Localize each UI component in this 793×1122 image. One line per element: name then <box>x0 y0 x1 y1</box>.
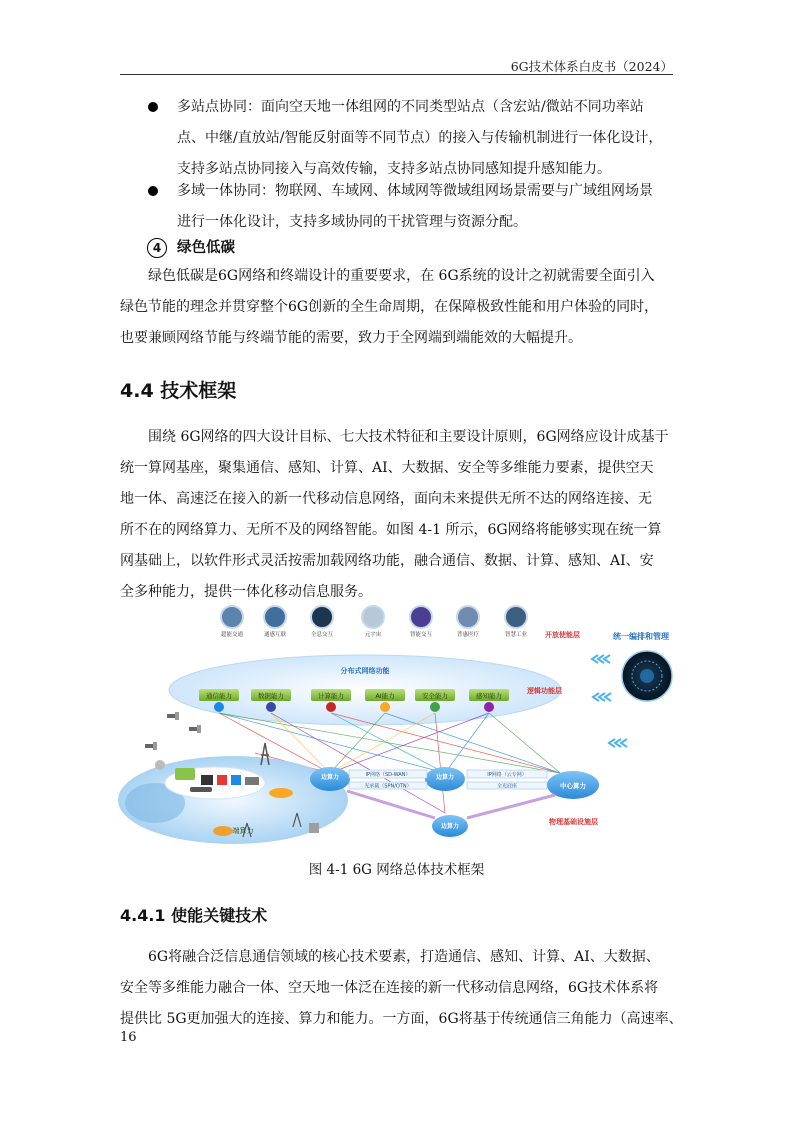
capability-label: AI能力 <box>375 692 395 700</box>
text-line: 统一算网基座，聚集通信、感知、计算、AI、大数据、安全等多维能力要素，提供空天 <box>120 460 654 476</box>
page-number: 16 <box>120 1030 137 1045</box>
subsection-paragraph <box>120 942 683 1035</box>
edge-label: 边算力 <box>435 774 455 781</box>
edge-cloud-2 <box>425 767 465 791</box>
distributed-function-label: 分布式网络功能 <box>340 667 390 675</box>
capability-label: 通信能力 <box>206 692 232 700</box>
text-line: 支持多站点协同接入与高效传输，支持多站点协同感知提升感知能力。 <box>177 161 611 177</box>
orchestration-label: 统一编排和管理 <box>613 632 669 641</box>
text-line: 地一体、高速泛在接入的新一代移动信息网络，面向未来提供无所不达的网络连接、无 <box>120 491 652 507</box>
capability-label: 数据能力 <box>258 692 284 700</box>
text-line: 安全等多维能力融合一体、空天地一体泛在连接的新一代移动信息网络，6G技术体系将 <box>120 980 659 996</box>
green-title: 绿色低碳 <box>177 240 235 256</box>
app-icon <box>505 606 528 638</box>
capability-label: 计算能力 <box>318 692 344 700</box>
open-layer-label: 开放使能层 <box>545 631 580 639</box>
bullet-item <box>120 176 675 238</box>
page-header-title: 6G技术体系白皮书（2024） <box>510 59 673 74</box>
chevron-arrows-icon <box>592 655 627 747</box>
logic-layer-label: 逻辑功能层 <box>527 687 562 695</box>
app-label: 普惠医疗 <box>456 632 480 638</box>
ip-sdwan-label: IP网络（SD-WAN） <box>365 772 411 778</box>
text-line: 网基础上，以软件形式灵活按需加载网络功能，融合通信、数据、计算、感知、AI、安 <box>120 553 654 569</box>
text-line: 围绕 6G网络的四大设计目标、七大技术特征和主要设计原则，6G网络应设计成基于 <box>148 429 669 445</box>
network-framework-figure <box>115 603 678 850</box>
app-label: 全息交互 <box>310 632 334 638</box>
edge-label: 边算力 <box>440 823 460 830</box>
app-icons-row <box>221 606 528 638</box>
text-line: 进行一体化设计，支持多域协同的干扰管理与资源分配。 <box>177 214 527 230</box>
header-rule <box>120 74 673 75</box>
capability-label: 感知能力 <box>476 692 502 700</box>
text-line: 也要兼顾网络节能与终端节能的需要，致力于全网端到端能效的大幅提升。 <box>120 330 582 346</box>
edge-cloud-3 <box>432 815 468 837</box>
figure-caption: 图 4-1 6G 网络总体技术框架 <box>308 862 485 878</box>
app-icon <box>362 606 384 638</box>
ai-brain-icon <box>622 651 672 701</box>
framework-diagram <box>115 603 678 850</box>
circled-number: 4 <box>147 238 167 258</box>
app-icon <box>221 606 244 638</box>
app-label: 超能交通 <box>220 632 244 638</box>
terminal-compute-label: 端算力 <box>232 827 254 835</box>
app-label: 元宇宙 <box>364 632 382 638</box>
all-optical-label: 全光底座 <box>496 783 518 790</box>
app-icon <box>410 606 433 638</box>
green-heading <box>147 236 235 258</box>
text-line: 所不在的网络算力、无所不及的网络智能。如图 4-1 所示，6G网络将能够实现在统一算 <box>120 522 662 538</box>
capability-label: 安全能力 <box>422 692 448 700</box>
physical-layer-label: 物理基础设施层 <box>549 818 598 826</box>
text-line: 多域一体协同：物联网、车域网、体域网等微域组网场景需要与广域组网场景 <box>177 183 653 199</box>
bullet-icon <box>148 102 158 112</box>
app-label: 通感互联 <box>263 632 287 638</box>
bullet-item <box>120 92 675 185</box>
bullet-icon <box>148 186 158 196</box>
app-label: 智能交互 <box>409 632 433 638</box>
section-paragraph <box>120 422 675 608</box>
text-line: 多站点协同：面向空天地一体组网的不同类型站点（含宏站/微站不同功率站 <box>177 99 644 115</box>
text-line: 全多种能力，提供一体化移动信息服务。 <box>120 584 372 600</box>
app-icon <box>457 606 480 638</box>
green-paragraph <box>120 261 675 354</box>
app-label: 智慧工业 <box>504 632 528 638</box>
edge-cloud-1 <box>310 767 350 791</box>
app-icon <box>311 606 334 638</box>
optical-label: 光承载（SPN/OTN） <box>364 783 412 790</box>
text-line: 绿色节能的理念并贯穿整个6G创新的全生命周期，在保障极致性能和用户体验的同时， <box>120 299 659 315</box>
text-line: 6G将融合泛信息通信领域的核心技术要素，打造通信、感知、计算、AI、大数据、 <box>148 949 660 965</box>
text-line: 绿色低碳是6G网络和终端设计的重要要求，在 6G系统的设计之初就需要全面引入 <box>148 268 655 284</box>
text-line: 提供比 5G更加强大的连接、算力和能力。一方面，6G将基于传统通信三角能力（高速率、 <box>120 1011 683 1027</box>
center-label: 中心算力 <box>560 782 586 790</box>
text-line: 点、中继/直放站/智能反射面等不同节点）的接入与传输机制进行一体化设计， <box>177 130 663 146</box>
edge-label: 边算力 <box>320 774 340 781</box>
ip-cloud-label: IP网络（云专网） <box>487 772 527 778</box>
section-heading: 4.4 技术框架 <box>120 380 237 402</box>
subsection-heading: 4.4.1 使能关键技术 <box>120 906 268 925</box>
app-icon <box>264 606 287 638</box>
